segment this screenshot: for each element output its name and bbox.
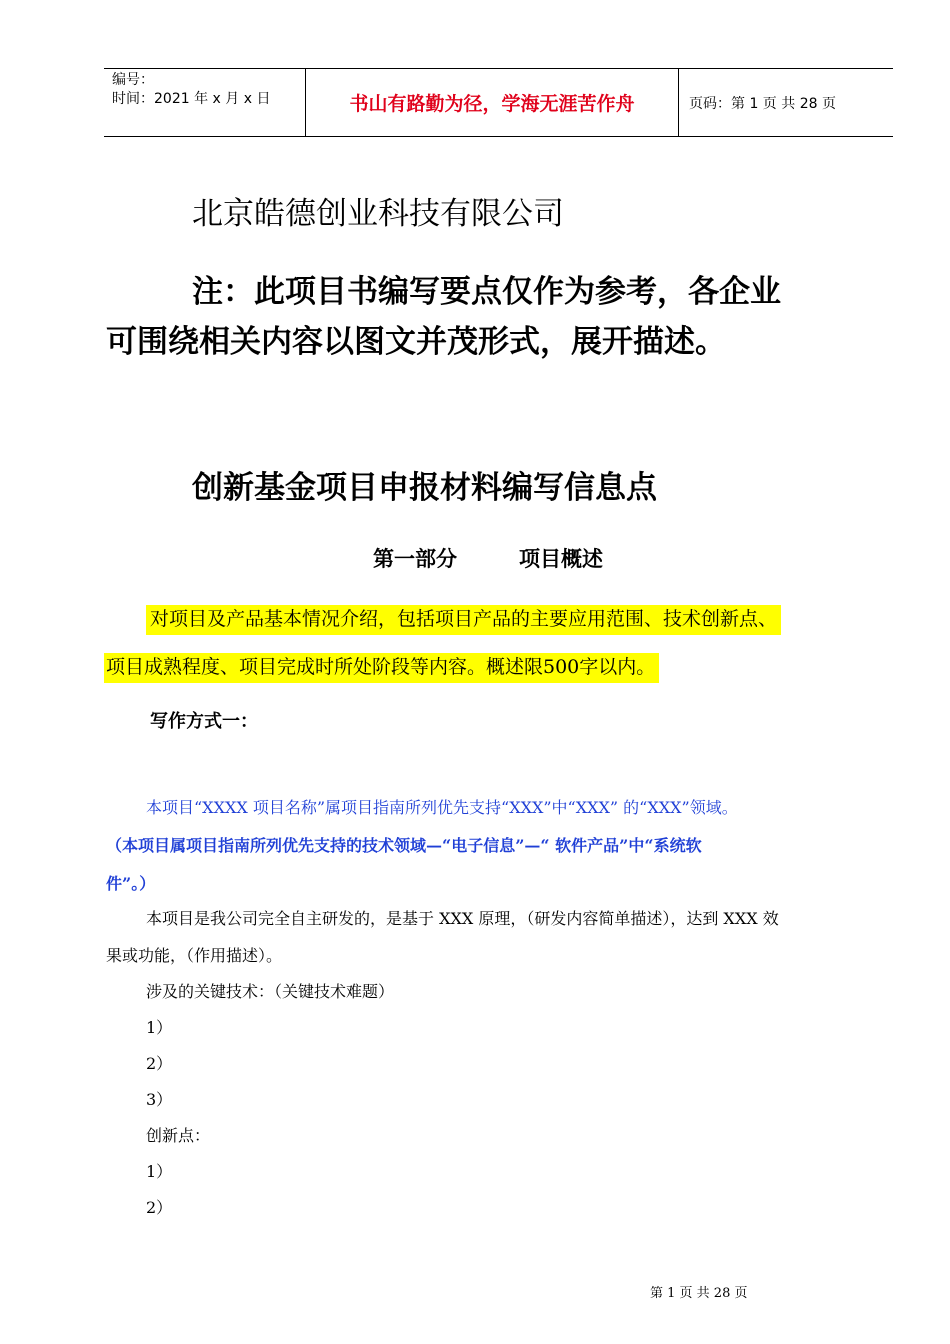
example-line-1: 本项目“XXXX 项目名称”属项目指南所列优先支持“XXX”中“XXX” 的“XXX”领域。 [146, 798, 738, 817]
method-heading: 写作方式一： [150, 711, 258, 732]
intro-line-1 [146, 604, 781, 631]
page-info: 页码：第 1 页 共 28 页 [689, 95, 836, 112]
company-name: 北京皓德创业科技有限公司 [192, 196, 564, 232]
key-tech-item-1: 1） [146, 1018, 173, 1037]
intro-line-1-text: 对项目及产品基本情况介绍，包括项目产品的主要应用范围、技术创新点、 [146, 605, 781, 635]
note-line-2: 可围绕相关内容以图文并茂形式，展开描述。 [106, 324, 726, 360]
motto: 书山有路勤为径，学海无涯苦作舟 [305, 69, 679, 136]
innovation-heading: 创新点： [146, 1126, 211, 1145]
header-table [104, 68, 893, 137]
key-tech-heading: 涉及的关键技术：（关键技术难题） [146, 982, 395, 1001]
intro-line-2 [104, 652, 659, 679]
note-line-1: 注：此项目书编写要点仅作为参考，各企业 [192, 274, 781, 310]
section-name: 项目概述 [519, 547, 603, 571]
number-label: 编号： [112, 72, 154, 88]
section-heading [373, 543, 603, 573]
document-title: 创新基金项目申报材料编写信息点 [192, 470, 657, 506]
key-tech-item-3: 3） [146, 1090, 173, 1109]
body-para-1-line-2: 果或功能，（作用描述）。 [106, 946, 283, 965]
header-left-cell [104, 69, 305, 136]
page-footer: 第 1 页 共 28 页 [650, 1286, 748, 1301]
intro-line-2-text: 项目成熟程度、项目完成时所处阶段等内容。概述限500字以内。 [104, 653, 659, 683]
time-label: 时间：2021 年 x 月 x 日 [112, 91, 271, 107]
innovation-item-1: 1） [146, 1162, 173, 1181]
section-part: 第一部分 [373, 547, 457, 571]
body-para-1-line-1: 本项目是我公司完全自主研发的，是基于 XXX 原理，（研发内容简单描述），达到 XXX 效 [146, 909, 779, 928]
key-tech-item-2: 2） [146, 1054, 173, 1073]
example-line-3: 件”。） [106, 874, 156, 893]
example-line-2: （本项目属项目指南所列优先支持的技术领域—“电子信息”—“ 软件产品”中“系统软 [106, 836, 702, 855]
innovation-item-2: 2） [146, 1198, 173, 1217]
